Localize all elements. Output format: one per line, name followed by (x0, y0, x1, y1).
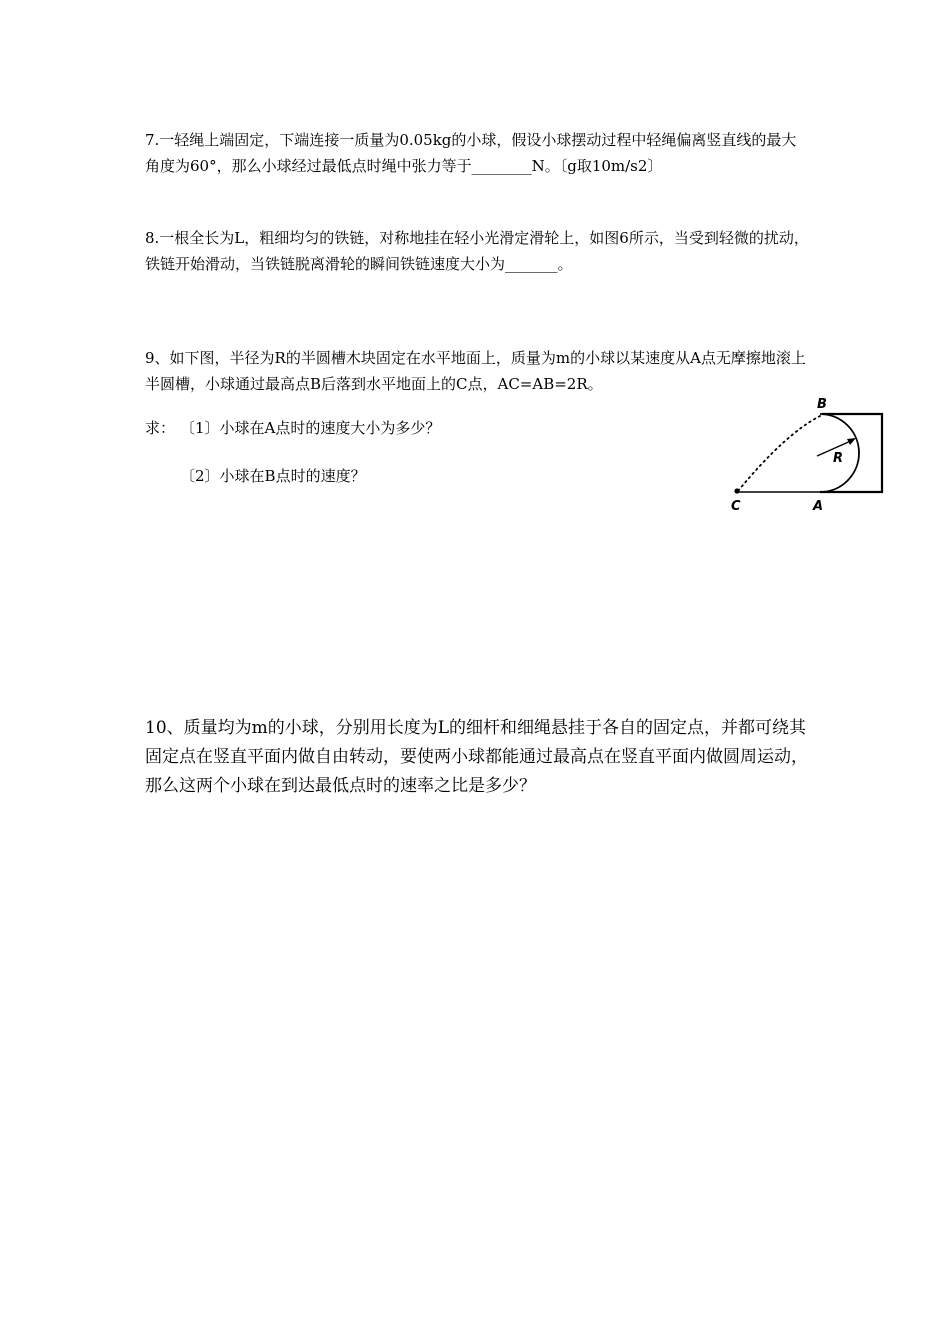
question-9-part-2: 〔2〕小球在B点时的速度？ (180, 467, 366, 485)
label-b: B (817, 397, 827, 412)
question-9-part-1: 〔1〕小球在A点时的速度大小为多少？ (180, 419, 441, 437)
question-9-text: 9、如下图，半径为R的半圆槽木块固定在水平地面上，质量为m的小球以某速度从A点无摩擦地滚上半圆槽，小球通过最高点B后落到水平地面上的C点，AC=AB=2R。 (145, 349, 806, 393)
question-8-text: 8.一根全长为L，粗细均匀的铁链，对称地挂在轻小光滑定滑轮上，如图6所示，当受到轻微的扰动，铁链开始滑动，当铁链脱离滑轮的瞬间铁链速度大小为_______。 (145, 229, 809, 273)
groove-block-outline (820, 414, 882, 492)
semicircle-groove-diagram (725, 394, 890, 514)
label-a: A (813, 499, 824, 514)
point-c-dot (734, 488, 739, 493)
question-9-ask-label: 求： (145, 419, 176, 437)
question-10-text: 10、质量均为m的小球，分别用长度为L的细杆和细绳悬挂于各自的固定点，并都可绕其固定点在竖直平面内做自由转动，要使两小球都能通过最高点在竖直平面内做圆周运动，那么这两个小球在到达最低点时的速率之比是多少？ (145, 718, 808, 796)
label-c: C (731, 499, 741, 514)
radius-arrowhead (847, 438, 856, 445)
question-7-text: 7.一轻绳上端固定，下端连接一质量为0.05kg的小球，假设小球摆动过程中轻绳偏离竖直线的最大角度为60°，那么小球经过最低点时绳中张力等于________N。〔g取10m/s2〕 (145, 131, 797, 175)
trajectory-dotted (738, 416, 820, 491)
label-r: R (833, 451, 844, 466)
